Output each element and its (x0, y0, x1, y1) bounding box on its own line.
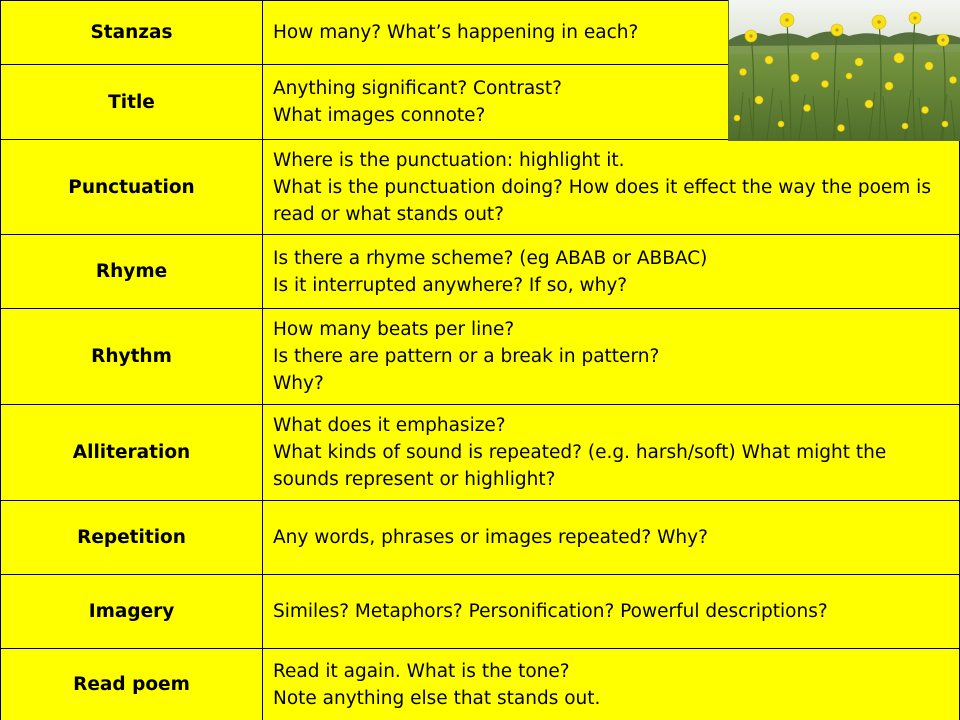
row-description (263, 309, 960, 405)
row-label-punctuation: Punctuation (1, 140, 263, 235)
row-label-repetition: Repetition (1, 501, 263, 575)
row-label-stanzas: Stanzas (1, 1, 263, 65)
buttercup-meadow-photo (728, 0, 960, 141)
row-description (263, 575, 960, 649)
description-line: Similes? Metaphors? Personification? Powerful descriptions? (273, 601, 828, 622)
table-row (1, 405, 960, 501)
description-line: What does it emphasize? (273, 415, 506, 436)
row-label-rhythm: Rhythm (1, 309, 263, 405)
row-description (263, 649, 960, 720)
table-row (1, 309, 960, 405)
description-line: Why? (273, 373, 324, 394)
table-row (1, 575, 960, 649)
description-line: Note anything else that stands out. (273, 687, 601, 709)
row-description (263, 501, 960, 575)
description-line: Anything significant? Contrast? (273, 78, 562, 99)
description-line: How many? What’s happening in each? (273, 22, 639, 43)
description-line: Is there are pattern or a break in pattern? (273, 346, 660, 367)
row-description (263, 235, 960, 309)
description-line: Where is the punctuation: highlight it. (273, 149, 625, 171)
description-line: Read it again. What is the tone? (273, 660, 570, 682)
description-line: Any words, phrases or images repeated? Why? (273, 527, 708, 548)
row-description (263, 140, 960, 235)
table-row (1, 235, 960, 309)
description-line: How many beats per line? (273, 319, 515, 340)
description-line: What images connote? (273, 105, 486, 126)
row-description (263, 405, 960, 501)
row-label-alliteration: Alliteration (1, 405, 263, 501)
table-row (1, 501, 960, 575)
table-row (1, 140, 960, 235)
table-row (1, 649, 960, 720)
description-line: What kinds of sound is repeated? (e.g. harsh/soft) What might the sounds represent or highlight? (273, 442, 887, 490)
description-line: What is the punctuation doing? How does it effect the way the poem is read or what stands out? (273, 176, 931, 225)
description-line: Is there a rhyme scheme? (eg ABAB or ABBAC) (273, 247, 708, 269)
row-label-imagery: Imagery (1, 575, 263, 649)
description-line: Is it interrupted anywhere? If so, why? (273, 274, 628, 296)
row-label-read-poem: Read poem (1, 649, 263, 720)
row-label-title: Title (1, 65, 263, 140)
row-label-rhyme: Rhyme (1, 235, 263, 309)
